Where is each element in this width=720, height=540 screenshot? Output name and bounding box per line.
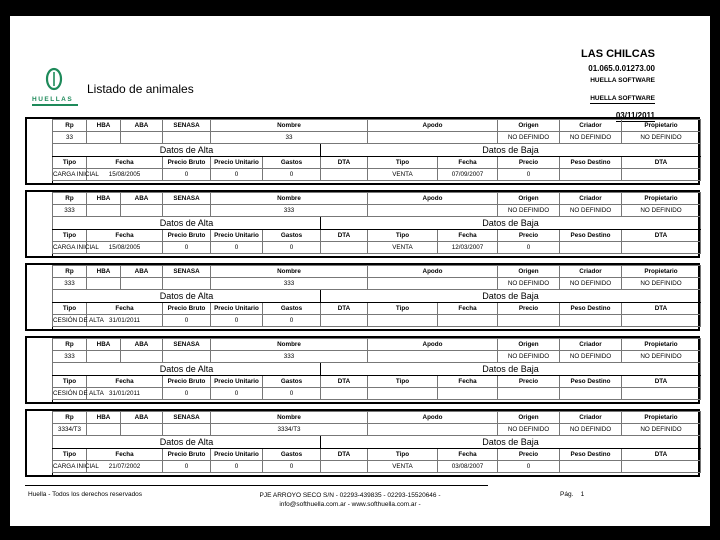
origen-value: NO DEFINIDO — [498, 351, 560, 363]
record-table — [52, 265, 701, 327]
col-precio: Precio — [498, 230, 560, 242]
col-gastos: Gastos — [263, 157, 321, 169]
hba-value — [87, 205, 121, 217]
col-precio-bruto: Precio Bruto — [163, 303, 211, 315]
record-gutter — [27, 265, 53, 329]
senasa-value — [163, 132, 211, 144]
precio-value: 0 — [498, 242, 560, 254]
col-aba: ABA — [121, 193, 163, 205]
gastos-value: 0 — [263, 315, 321, 327]
hba-value — [87, 278, 121, 290]
col-apodo: Apodo — [368, 412, 498, 424]
alta-tipo-value: CESIÓN DE ALTA — [53, 315, 87, 327]
aba-value — [121, 351, 163, 363]
origen-value: NO DEFINIDO — [498, 424, 560, 436]
baja-tipo-value: VENTA — [368, 461, 438, 473]
col-baja-tipo: Tipo — [368, 376, 438, 388]
alta-fecha-value: 15/08/2005 — [87, 242, 163, 254]
criador-value: NO DEFINIDO — [560, 424, 622, 436]
col-apodo: Apodo — [368, 120, 498, 132]
peso-destino-value — [560, 242, 622, 254]
col-precio-unitario: Precio Unitario — [211, 230, 263, 242]
aba-value — [121, 132, 163, 144]
col-origen: Origen — [498, 339, 560, 351]
col-criador: Criador — [560, 412, 622, 424]
alta-dta-value — [321, 315, 368, 327]
record-gutter — [27, 338, 53, 402]
col-apodo: Apodo — [368, 339, 498, 351]
footer-address: PJE ARROYO SECO S/N - 02293-439835 - 02293-15520646 - — [259, 492, 441, 499]
col-precio-unitario: Precio Unitario — [211, 376, 263, 388]
alta-dta-value — [321, 461, 368, 473]
apodo-value — [368, 132, 498, 144]
col-apodo: Apodo — [368, 193, 498, 205]
col-hba: HBA — [87, 339, 121, 351]
col-criador: Criador — [560, 266, 622, 278]
col-precio-unitario: Precio Unitario — [211, 303, 263, 315]
alta-tipo-value: CESIÓN DE ALTA — [53, 388, 87, 400]
baja-tipo-value: VENTA — [368, 242, 438, 254]
col-origen: Origen — [498, 120, 560, 132]
peso-destino-value — [560, 388, 622, 400]
alta-dta-value — [321, 388, 368, 400]
nombre-value: 333 — [211, 205, 368, 217]
apodo-value — [368, 205, 498, 217]
record-table — [52, 411, 701, 473]
animal-record — [25, 336, 700, 404]
software-label: HUELLA SOFTWARE — [590, 77, 655, 84]
col-peso-destino: Peso Destino — [560, 376, 622, 388]
col-criador: Criador — [560, 120, 622, 132]
page-number: 1 — [580, 491, 585, 498]
col-alta-dta: DTA — [321, 157, 368, 169]
senasa-value — [163, 424, 211, 436]
col-senasa: SENASA — [163, 193, 211, 205]
col-alta-dta: DTA — [321, 230, 368, 242]
gastos-value: 0 — [263, 169, 321, 181]
col-nombre: Nombre — [211, 412, 368, 424]
baja-section-title: Datos de Baja — [321, 363, 701, 376]
col-baja-tipo: Tipo — [368, 303, 438, 315]
col-gastos: Gastos — [263, 303, 321, 315]
col-rp: Rp — [53, 339, 87, 351]
col-gastos: Gastos — [263, 230, 321, 242]
col-aba: ABA — [121, 339, 163, 351]
rp-value: 33 — [53, 132, 87, 144]
precio-bruto-value: 0 — [163, 388, 211, 400]
col-nombre: Nombre — [211, 120, 368, 132]
footer-email-web: info@softhuella.com.ar - www.softhuella.com.ar - — [279, 501, 421, 508]
criador-value: NO DEFINIDO — [560, 132, 622, 144]
propietario-value: NO DEFINIDO — [622, 351, 701, 363]
aba-value — [121, 424, 163, 436]
baja-fecha-value — [438, 315, 498, 327]
apodo-value — [368, 351, 498, 363]
criador-value: NO DEFINIDO — [560, 351, 622, 363]
baja-fecha-value: 12/03/2007 — [438, 242, 498, 254]
col-baja-dta: DTA — [622, 303, 701, 315]
precio-value: 0 — [498, 169, 560, 181]
hba-value — [87, 424, 121, 436]
col-alta-fecha: Fecha — [87, 157, 163, 169]
col-baja-tipo: Tipo — [368, 449, 438, 461]
col-alta-tipo: Tipo — [53, 376, 87, 388]
nombre-value: 33 — [211, 132, 368, 144]
col-baja-dta: DTA — [622, 157, 701, 169]
col-propietario: Propietario — [622, 266, 701, 278]
alta-section-title: Datos de Alta — [53, 290, 321, 303]
col-hba: HBA — [87, 120, 121, 132]
col-hba: HBA — [87, 193, 121, 205]
col-hba: HBA — [87, 412, 121, 424]
col-precio: Precio — [498, 157, 560, 169]
senasa-value — [163, 351, 211, 363]
col-alta-dta: DTA — [321, 376, 368, 388]
col-propietario: Propietario — [622, 412, 701, 424]
huellas-logo — [30, 66, 90, 110]
propietario-value: NO DEFINIDO — [622, 205, 701, 217]
col-criador: Criador — [560, 339, 622, 351]
col-peso-destino: Peso Destino — [560, 449, 622, 461]
baja-dta-value — [622, 169, 701, 181]
col-propietario: Propietario — [622, 339, 701, 351]
software-label-2: HUELLA SOFTWARE — [590, 95, 655, 102]
alta-section-title: Datos de Alta — [53, 363, 321, 376]
animal-record — [25, 263, 700, 331]
col-nombre: Nombre — [211, 339, 368, 351]
senasa-value — [163, 205, 211, 217]
company-block — [581, 48, 655, 123]
col-gastos: Gastos — [263, 449, 321, 461]
col-precio-bruto: Precio Bruto — [163, 157, 211, 169]
record-gutter — [27, 192, 53, 256]
col-baja-fecha: Fecha — [438, 303, 498, 315]
col-propietario: Propietario — [622, 193, 701, 205]
nombre-value: 333 — [211, 278, 368, 290]
footer-rights: Huella - Todos los derechos reservados — [28, 491, 143, 498]
alta-fecha-value: 21/07/2002 — [87, 461, 163, 473]
col-precio-unitario: Precio Unitario — [211, 449, 263, 461]
alta-dta-value — [321, 242, 368, 254]
page-label: Pág. — [560, 491, 574, 498]
report-date: 03/11/2011 — [615, 111, 655, 120]
baja-tipo-value: VENTA — [368, 169, 438, 181]
animal-record — [25, 409, 700, 477]
col-peso-destino: Peso Destino — [560, 230, 622, 242]
nombre-value: 3334/T3 — [211, 424, 368, 436]
baja-section-title: Datos de Baja — [321, 436, 701, 449]
baja-dta-value — [622, 388, 701, 400]
col-senasa: SENASA — [163, 339, 211, 351]
col-alta-fecha: Fecha — [87, 230, 163, 242]
precio-bruto-value: 0 — [163, 461, 211, 473]
propietario-value: NO DEFINIDO — [622, 132, 701, 144]
hba-value — [87, 351, 121, 363]
col-propietario: Propietario — [622, 120, 701, 132]
col-alta-tipo: Tipo — [53, 303, 87, 315]
record-table — [52, 338, 701, 400]
col-aba: ABA — [121, 412, 163, 424]
svg-text:HUELLAS: HUELLAS — [32, 96, 74, 103]
col-apodo: Apodo — [368, 266, 498, 278]
col-criador: Criador — [560, 193, 622, 205]
alta-section-title: Datos de Alta — [53, 217, 321, 230]
criador-value: NO DEFINIDO — [560, 278, 622, 290]
propietario-value: NO DEFINIDO — [622, 278, 701, 290]
senasa-value — [163, 278, 211, 290]
gastos-value: 0 — [263, 388, 321, 400]
gastos-value: 0 — [263, 242, 321, 254]
alta-section-title: Datos de Alta — [53, 144, 321, 157]
baja-section-title: Datos de Baja — [321, 217, 701, 230]
col-rp: Rp — [53, 266, 87, 278]
col-gastos: Gastos — [263, 376, 321, 388]
origen-value: NO DEFINIDO — [498, 278, 560, 290]
baja-dta-value — [622, 242, 701, 254]
col-precio: Precio — [498, 303, 560, 315]
origen-value: NO DEFINIDO — [498, 132, 560, 144]
alta-section-title: Datos de Alta — [53, 436, 321, 449]
baja-dta-value — [622, 461, 701, 473]
col-rp: Rp — [53, 193, 87, 205]
company-name: LAS CHILCAS — [581, 48, 655, 60]
criador-value: NO DEFINIDO — [560, 205, 622, 217]
col-alta-fecha: Fecha — [87, 449, 163, 461]
animal-record — [25, 190, 700, 258]
alta-fecha-value: 31/01/2011 — [87, 388, 163, 400]
alta-tipo-value: CARGA INICIAL — [53, 461, 87, 473]
record-gutter — [27, 411, 53, 475]
col-alta-dta: DTA — [321, 449, 368, 461]
alta-fecha-value: 31/01/2011 — [87, 315, 163, 327]
footer-page — [560, 491, 584, 498]
col-precio-bruto: Precio Bruto — [163, 230, 211, 242]
record-table — [52, 119, 701, 181]
rp-value: 333 — [53, 205, 87, 217]
baja-fecha-value: 03/08/2007 — [438, 461, 498, 473]
col-baja-dta: DTA — [622, 230, 701, 242]
report-title: Listado de animales — [87, 82, 194, 96]
hba-value — [87, 132, 121, 144]
col-rp: Rp — [53, 412, 87, 424]
col-origen: Origen — [498, 266, 560, 278]
alta-fecha-value: 15/08/2005 — [87, 169, 163, 181]
precio-unitario-value: 0 — [211, 242, 263, 254]
col-alta-fecha: Fecha — [87, 376, 163, 388]
col-baja-fecha: Fecha — [438, 230, 498, 242]
col-nombre: Nombre — [211, 266, 368, 278]
col-hba: HBA — [87, 266, 121, 278]
aba-value — [121, 205, 163, 217]
alta-tipo-value: CARGA INICIAL — [53, 242, 87, 254]
col-aba: ABA — [121, 120, 163, 132]
col-peso-destino: Peso Destino — [560, 157, 622, 169]
peso-destino-value — [560, 315, 622, 327]
col-senasa: SENASA — [163, 120, 211, 132]
record-table — [52, 192, 701, 254]
gastos-value: 0 — [263, 461, 321, 473]
col-baja-fecha: Fecha — [438, 449, 498, 461]
col-alta-tipo: Tipo — [53, 157, 87, 169]
col-peso-destino: Peso Destino — [560, 303, 622, 315]
rp-value: 333 — [53, 278, 87, 290]
precio-unitario-value: 0 — [211, 315, 263, 327]
nombre-value: 333 — [211, 351, 368, 363]
col-baja-tipo: Tipo — [368, 230, 438, 242]
col-baja-dta: DTA — [622, 376, 701, 388]
col-origen: Origen — [498, 412, 560, 424]
precio-unitario-value: 0 — [211, 388, 263, 400]
col-baja-fecha: Fecha — [438, 376, 498, 388]
peso-destino-value — [560, 169, 622, 181]
col-senasa: SENASA — [163, 412, 211, 424]
precio-unitario-value: 0 — [211, 461, 263, 473]
col-rp: Rp — [53, 120, 87, 132]
col-precio-bruto: Precio Bruto — [163, 376, 211, 388]
col-precio: Precio — [498, 449, 560, 461]
col-baja-dta: DTA — [622, 449, 701, 461]
precio-value — [498, 388, 560, 400]
col-origen: Origen — [498, 193, 560, 205]
col-nombre: Nombre — [211, 193, 368, 205]
rp-value: 3334/T3 — [53, 424, 87, 436]
baja-dta-value — [622, 315, 701, 327]
company-code: 01.065.0.01273.00 — [588, 64, 655, 73]
origen-value: NO DEFINIDO — [498, 205, 560, 217]
col-precio: Precio — [498, 376, 560, 388]
precio-bruto-value: 0 — [163, 315, 211, 327]
baja-tipo-value — [368, 388, 438, 400]
precio-value: 0 — [498, 461, 560, 473]
col-alta-tipo: Tipo — [53, 230, 87, 242]
baja-tipo-value — [368, 315, 438, 327]
col-senasa: SENASA — [163, 266, 211, 278]
rp-value: 333 — [53, 351, 87, 363]
animal-record — [25, 117, 700, 185]
col-aba: ABA — [121, 266, 163, 278]
alta-dta-value — [321, 169, 368, 181]
baja-fecha-value: 07/09/2007 — [438, 169, 498, 181]
aba-value — [121, 278, 163, 290]
peso-destino-value — [560, 461, 622, 473]
alta-tipo-value: CARGA INICIAL — [53, 169, 87, 181]
footer-contact — [250, 491, 450, 509]
col-baja-fecha: Fecha — [438, 157, 498, 169]
precio-value — [498, 315, 560, 327]
propietario-value: NO DEFINIDO — [622, 424, 701, 436]
baja-section-title: Datos de Baja — [321, 290, 701, 303]
col-alta-dta: DTA — [321, 303, 368, 315]
apodo-value — [368, 424, 498, 436]
report-page — [10, 16, 710, 526]
footer-divider — [25, 485, 488, 486]
col-precio-bruto: Precio Bruto — [163, 449, 211, 461]
baja-section-title: Datos de Baja — [321, 144, 701, 157]
col-alta-fecha: Fecha — [87, 303, 163, 315]
precio-unitario-value: 0 — [211, 169, 263, 181]
col-baja-tipo: Tipo — [368, 157, 438, 169]
apodo-value — [368, 278, 498, 290]
record-gutter — [27, 119, 53, 183]
col-precio-unitario: Precio Unitario — [211, 157, 263, 169]
col-alta-tipo: Tipo — [53, 449, 87, 461]
precio-bruto-value: 0 — [163, 169, 211, 181]
baja-fecha-value — [438, 388, 498, 400]
precio-bruto-value: 0 — [163, 242, 211, 254]
